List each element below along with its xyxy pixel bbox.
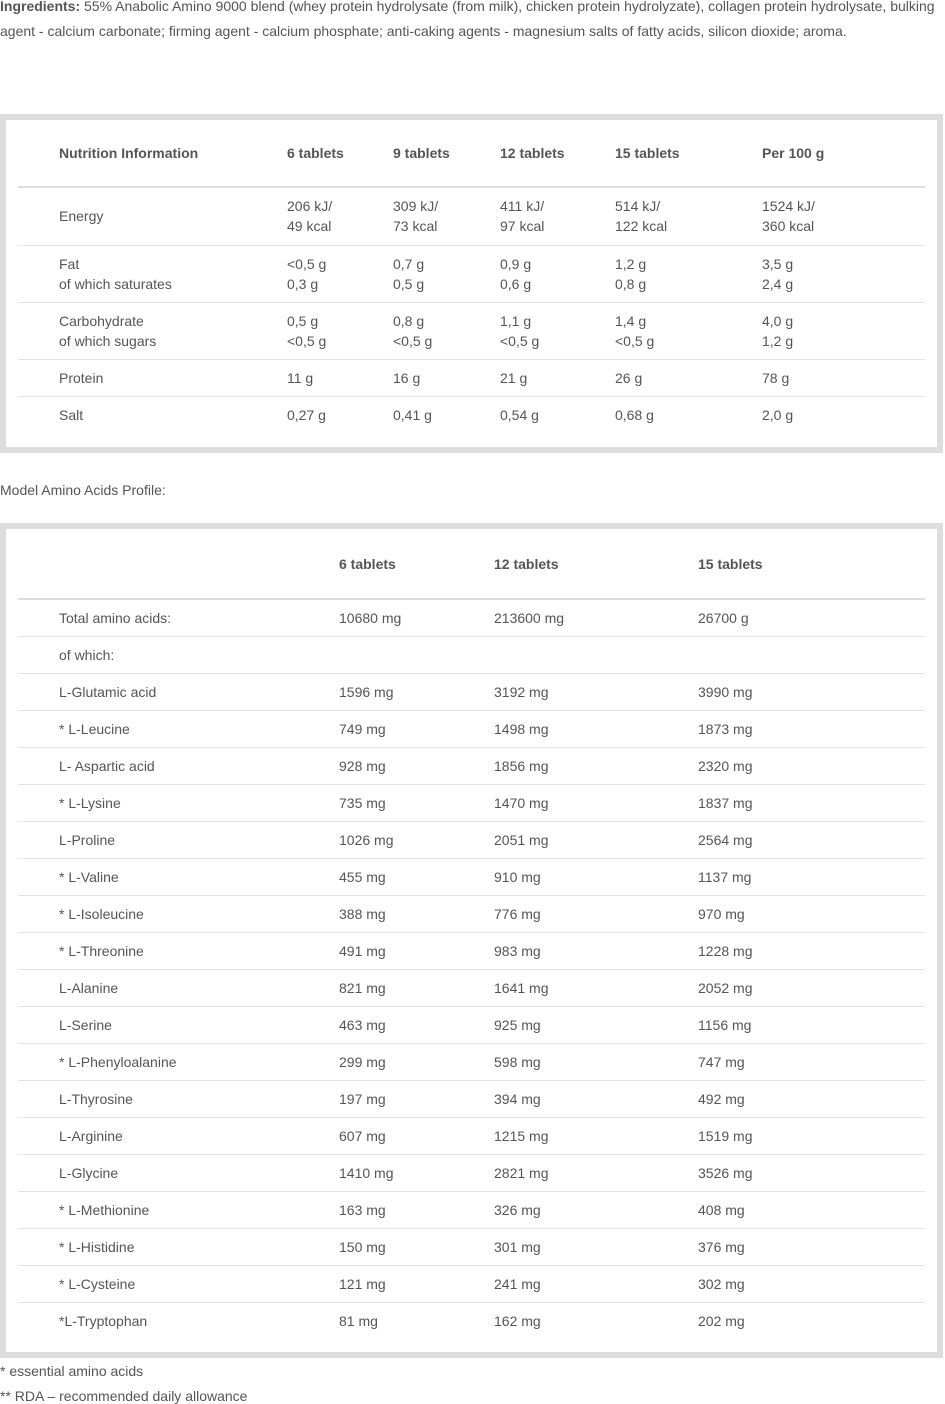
column-header: 15 tablets: [698, 529, 925, 599]
amino-acid-name: * L-Histidine: [18, 1228, 339, 1265]
table-row: [18, 1043, 925, 1080]
value-cell: [393, 302, 500, 359]
value-line: <0,5 g: [287, 255, 327, 272]
nutrition-table: [18, 120, 925, 433]
value-cell: 2564 mg: [698, 821, 925, 858]
value-line: 0,5 g: [393, 275, 425, 292]
label-line: Salt: [59, 406, 84, 423]
value-cell: 81 mg: [339, 1312, 378, 1329]
amino-section-label: Model Amino Acids Profile:: [0, 482, 166, 498]
label-line: Energy: [59, 208, 104, 225]
table-row: [18, 359, 925, 396]
nutrient-label: [18, 396, 287, 433]
value-cell: 202 mg: [698, 1312, 745, 1329]
value-cell: 1228 mg: [698, 932, 925, 969]
value-cell: 2052 mg: [698, 969, 925, 1006]
table-row: [18, 396, 925, 433]
value-line: 11 g: [287, 369, 314, 386]
value-line: 0,8 g: [615, 275, 647, 292]
value-cell: 2051 mg: [494, 821, 698, 858]
value-cell: 299 mg: [339, 1043, 494, 1080]
table-row: [18, 969, 925, 1006]
value-line: 0,41 g: [393, 406, 432, 423]
column-header: Nutrition Information: [18, 120, 287, 187]
value-cell: 928 mg: [339, 747, 494, 784]
value-cell: [500, 359, 615, 396]
table-row: [18, 636, 925, 673]
value-line: 0,6 g: [500, 275, 532, 292]
table-row: [18, 1228, 925, 1265]
value-line: 0,27 g: [287, 406, 326, 423]
value-cell: 1856 mg: [494, 747, 698, 784]
value-line: 16 g: [393, 369, 421, 386]
nutrient-label: [18, 302, 287, 359]
value-cell: [615, 359, 762, 396]
value-cell: 10680 mg: [339, 599, 494, 636]
table-row: [18, 784, 925, 821]
value-cell: 607 mg: [339, 1117, 494, 1154]
amino-acid-name: L-Thyrosine: [18, 1080, 339, 1117]
label-line: of which saturates: [59, 275, 172, 292]
amino-acid-name: L-Alanine: [18, 969, 339, 1006]
amino-table: [18, 529, 925, 1339]
table-row: [18, 858, 925, 895]
value-line: 4,0 g: [762, 312, 794, 329]
value-cell: 326 mg: [494, 1191, 698, 1228]
value-line: 3,5 g: [762, 255, 794, 272]
value-cell: 970 mg: [698, 895, 925, 932]
value-cell: [287, 359, 393, 396]
value-cell: 1498 mg: [494, 710, 698, 747]
value-cell: 983 mg: [494, 932, 698, 969]
value-cell: [393, 359, 500, 396]
table-row: [18, 895, 925, 932]
value-line: 49 kcal: [287, 218, 332, 235]
value-cell: 1641 mg: [494, 969, 698, 1006]
ingredients-label: Ingredients:: [0, 0, 81, 14]
value-cell: 455 mg: [339, 858, 494, 895]
value-cell: 735 mg: [339, 784, 494, 821]
table-row: [18, 1006, 925, 1043]
table-row: [18, 599, 925, 636]
value-cell: 26700 g: [698, 599, 925, 636]
value-cell: [615, 396, 762, 433]
value-cell: [698, 636, 925, 673]
value-cell: [500, 187, 615, 245]
value-cell: 910 mg: [494, 858, 698, 895]
table-row: [18, 1191, 925, 1228]
value-cell: 749 mg: [339, 710, 494, 747]
table-row: [18, 187, 925, 245]
amino-acid-name: L-Glutamic acid: [18, 673, 339, 710]
column-header: 12 tablets: [494, 529, 698, 599]
table-row: [18, 1080, 925, 1117]
value-cell: 821 mg: [339, 969, 494, 1006]
value-cell: [500, 302, 615, 359]
value-cell: [762, 396, 925, 433]
value-cell: 925 mg: [494, 1006, 698, 1043]
nutrient-label: [18, 187, 287, 245]
value-cell: [393, 187, 500, 245]
table-row: [18, 932, 925, 969]
value-cell: 1215 mg: [494, 1117, 698, 1154]
value-cell: [287, 302, 393, 359]
amino-acid-name: L-Proline: [18, 821, 339, 858]
value-cell: [393, 245, 500, 302]
value-cell: 241 mg: [494, 1265, 698, 1302]
value-cell: 1596 mg: [339, 673, 494, 710]
value-cell: 1026 mg: [339, 821, 494, 858]
nutrient-label: [18, 359, 287, 396]
value-cell: 121 mg: [339, 1265, 494, 1302]
value-cell: [339, 636, 494, 673]
value-line: 0,5 g: [287, 312, 319, 329]
amino-acid-name: * L-Valine: [18, 858, 339, 895]
table-row: [18, 1265, 925, 1302]
value-cell: 1410 mg: [339, 1154, 494, 1191]
amino-acid-name: L-Serine: [18, 1006, 339, 1043]
value-cell: [762, 302, 925, 359]
label-line: of which sugars: [59, 332, 157, 349]
value-cell: 301 mg: [494, 1228, 698, 1265]
value-line: 514 kJ/: [615, 198, 661, 215]
value-line: 26 g: [615, 369, 643, 386]
value-line: <0,5 g: [615, 332, 655, 349]
footnote-essential: * essential amino acids: [0, 1363, 144, 1379]
table-row: [18, 821, 925, 858]
value-cell: 162 mg: [494, 1312, 541, 1329]
amino-acid-name: L- Aspartic acid: [18, 747, 339, 784]
label-line: Carbohydrate: [59, 312, 144, 329]
column-header: 9 tablets: [393, 120, 500, 187]
value-line: 97 kcal: [500, 218, 545, 235]
value-line: 78 g: [762, 369, 790, 386]
column-header: Per 100 g: [762, 120, 925, 187]
value-line: 1,2 g: [762, 332, 794, 349]
value-cell: 1470 mg: [494, 784, 698, 821]
amino-acid-name: * L-Phenyloalanine: [18, 1043, 339, 1080]
amino-acid-name: * L-Threonine: [18, 932, 339, 969]
value-cell: 394 mg: [494, 1080, 698, 1117]
value-line: 1,4 g: [615, 312, 647, 329]
value-cell: 376 mg: [698, 1228, 925, 1265]
table-row: [18, 245, 925, 302]
value-line: 0,3 g: [287, 275, 319, 292]
value-line: 73 kcal: [393, 218, 438, 235]
table-row: [18, 1302, 925, 1339]
table-row: [18, 710, 925, 747]
value-cell: 388 mg: [339, 895, 494, 932]
value-cell: 1137 mg: [698, 858, 925, 895]
value-cell: [494, 636, 698, 673]
value-cell: [615, 302, 762, 359]
table-row: [18, 747, 925, 784]
nutrition-table-box: [0, 114, 943, 453]
value-cell: [762, 187, 925, 245]
label-line: Fat: [59, 255, 80, 272]
value-line: 0,7 g: [393, 255, 425, 272]
value-cell: 1837 mg: [698, 784, 925, 821]
value-cell: 776 mg: [494, 895, 698, 932]
value-cell: [615, 187, 762, 245]
value-line: 2,4 g: [762, 275, 794, 292]
column-header: 12 tablets: [500, 120, 615, 187]
value-line: 122 kcal: [615, 218, 668, 235]
amino-acid-name: * L-Cysteine: [18, 1265, 339, 1302]
value-cell: [762, 359, 925, 396]
value-cell: [287, 245, 393, 302]
amino-acid-name: Total amino acids:: [18, 599, 339, 636]
value-cell: 491 mg: [339, 932, 494, 969]
value-cell: 1156 mg: [698, 1006, 925, 1043]
value-line: 206 kJ/: [287, 198, 333, 215]
value-cell: 197 mg: [339, 1080, 494, 1117]
value-line: <0,5 g: [500, 332, 540, 349]
amino-acid-name: L-Glycine: [18, 1154, 339, 1191]
value-cell: 3192 mg: [494, 673, 698, 710]
table-row: [18, 673, 925, 710]
amino-acid-name: L-Arginine: [18, 1117, 339, 1154]
value-cell: 408 mg: [698, 1191, 925, 1228]
value-cell: [500, 396, 615, 433]
table-row: [18, 1154, 925, 1191]
nutrient-label: [18, 245, 287, 302]
value-line: 1524 kJ/: [762, 198, 815, 215]
value-line: 2,0 g: [762, 406, 794, 423]
value-cell: [287, 396, 393, 433]
value-cell: [615, 245, 762, 302]
table-row: [18, 1117, 925, 1154]
value-cell: 463 mg: [339, 1006, 494, 1043]
value-cell: [287, 187, 393, 245]
value-cell: [393, 396, 500, 433]
value-cell: 163 mg: [339, 1191, 494, 1228]
value-cell: [500, 245, 615, 302]
value-cell: 3526 mg: [698, 1154, 925, 1191]
value-line: 309 kJ/: [393, 198, 439, 215]
value-cell: 302 mg: [698, 1265, 925, 1302]
table-row: [18, 302, 925, 359]
value-line: 0,9 g: [500, 255, 532, 272]
ingredients-body: 55% Anabolic Amino 9000 blend (whey protein hydrolysate (from milk), chicken protein hydrolyzate), collagen protein hydrolysate, bulking agent - calcium carbonate; firming agent - calcium phosphate; anti-caking agents - magnesium salts of fatty acids, silicon dioxide; aroma.: [0, 0, 935, 39]
column-header: 6 tablets: [287, 120, 393, 187]
value-cell: 2821 mg: [494, 1154, 698, 1191]
value-cell: 492 mg: [698, 1080, 925, 1117]
value-line: 0,8 g: [393, 312, 425, 329]
value-line: <0,5 g: [393, 332, 433, 349]
value-line: 0,54 g: [500, 406, 539, 423]
value-cell: [762, 245, 925, 302]
value-cell: 1873 mg: [698, 710, 925, 747]
value-line: <0,5 g: [287, 332, 327, 349]
value-cell: 598 mg: [494, 1043, 698, 1080]
value-line: 21 g: [500, 369, 528, 386]
amino-acid-name: * L-Leucine: [18, 710, 339, 747]
value-line: 1,2 g: [615, 255, 647, 272]
footnote-rda: ** RDA – recommended daily allowance: [0, 1388, 248, 1404]
ingredients-text: [0, 0, 945, 44]
value-cell: 213600 mg: [494, 599, 698, 636]
column-header: 15 tablets: [615, 120, 762, 187]
value-line: 360 kcal: [762, 218, 815, 235]
label-line: Protein: [59, 369, 104, 386]
value-line: 0,68 g: [615, 406, 654, 423]
value-cell: 1519 mg: [698, 1117, 925, 1154]
value-cell: 3990 mg: [698, 673, 925, 710]
column-header: [18, 529, 339, 599]
value-line: 1,1 g: [500, 312, 532, 329]
amino-acid-name: of which:: [18, 636, 339, 673]
amino-acid-name: *L-Tryptophan: [59, 1312, 148, 1329]
amino-table-box: [0, 523, 943, 1358]
value-cell: 2320 mg: [698, 747, 925, 784]
amino-acid-name: * L-Methionine: [18, 1191, 339, 1228]
amino-acid-name: * L-Isoleucine: [18, 895, 339, 932]
value-line: 411 kJ/: [500, 198, 545, 215]
amino-acid-name: * L-Lysine: [18, 784, 339, 821]
column-header: 6 tablets: [339, 529, 494, 599]
value-cell: 747 mg: [698, 1043, 925, 1080]
value-cell: 150 mg: [339, 1228, 494, 1265]
